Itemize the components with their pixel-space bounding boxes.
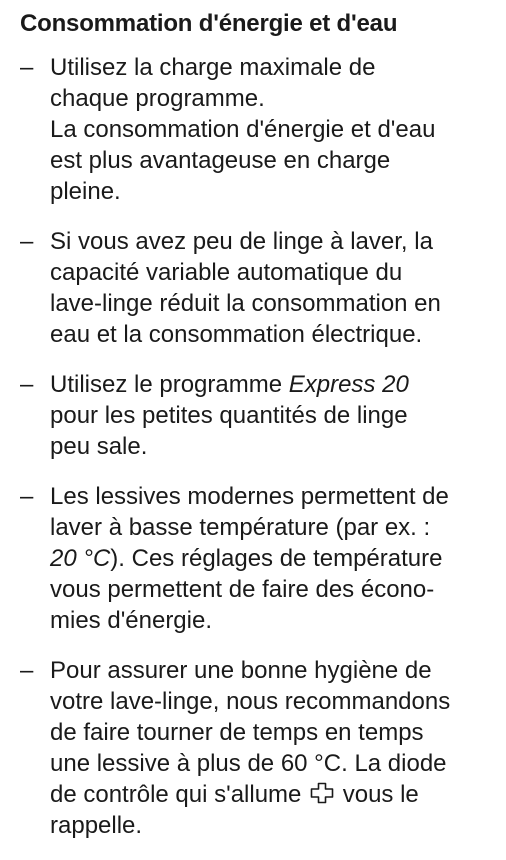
text-line: de faire tourner de temps en temps <box>50 719 424 746</box>
tips-list <box>20 52 504 841</box>
text-segment: Utilisez le programme <box>50 371 289 398</box>
list-item <box>20 481 504 636</box>
text-line: capacité variable automatique du <box>50 259 403 286</box>
document-page <box>20 8 504 860</box>
text-line <box>50 369 504 400</box>
text-line: une lessive à plus de 60 °C. La diode <box>50 750 447 777</box>
bullet-dash: – <box>20 54 34 81</box>
text-line: mies d'énergie. <box>50 607 212 634</box>
list-item <box>20 369 504 462</box>
bullet-dash: – <box>20 228 34 255</box>
temperature-value: 20 °C <box>50 545 111 572</box>
text-line: pour les petites quantités de linge <box>50 402 408 429</box>
text-line: Pour assurer une bonne hygiène de <box>50 657 432 684</box>
text-line: eau et la consommation électrique. <box>50 321 423 348</box>
text-line: votre lave-linge, nous recommandons <box>50 688 451 715</box>
list-item <box>20 52 504 207</box>
text-line: Les lessives modernes permettent de <box>50 483 449 510</box>
text-line: rappelle. <box>50 812 143 839</box>
text-segment: vous le <box>342 781 419 808</box>
text-line: La consommation d'énergie et d'eau <box>50 116 436 143</box>
bullet-dash: – <box>20 483 34 510</box>
bullet-dash: – <box>20 657 34 684</box>
hygiene-cross-icon <box>310 781 334 803</box>
text-segment: ). Ces réglages de température <box>110 545 443 572</box>
text-line: est plus avantageuse en charge <box>50 147 391 174</box>
list-item <box>20 226 504 350</box>
bullet-dash: – <box>20 371 34 398</box>
program-name: Express 20 <box>288 371 409 398</box>
text-line: vous permettent de faire des écono- <box>50 576 435 603</box>
text-line <box>50 779 504 810</box>
section-title: Consommation d'énergie et d'eau <box>20 10 398 37</box>
text-line: chaque programme. <box>50 85 265 112</box>
text-line: lave-linge réduit la consommation en <box>50 290 441 317</box>
list-item <box>20 655 504 841</box>
text-line: Si vous avez peu de linge à laver, la <box>50 228 433 255</box>
text-line <box>50 543 504 574</box>
text-line: peu sale. <box>50 433 148 460</box>
text-line: laver à basse température (par ex. : <box>50 514 431 541</box>
text-line: pleine. <box>50 178 121 205</box>
text-segment: de contrôle qui s'allume <box>50 781 302 808</box>
text-line: Utilisez la charge maximale de <box>50 54 376 81</box>
